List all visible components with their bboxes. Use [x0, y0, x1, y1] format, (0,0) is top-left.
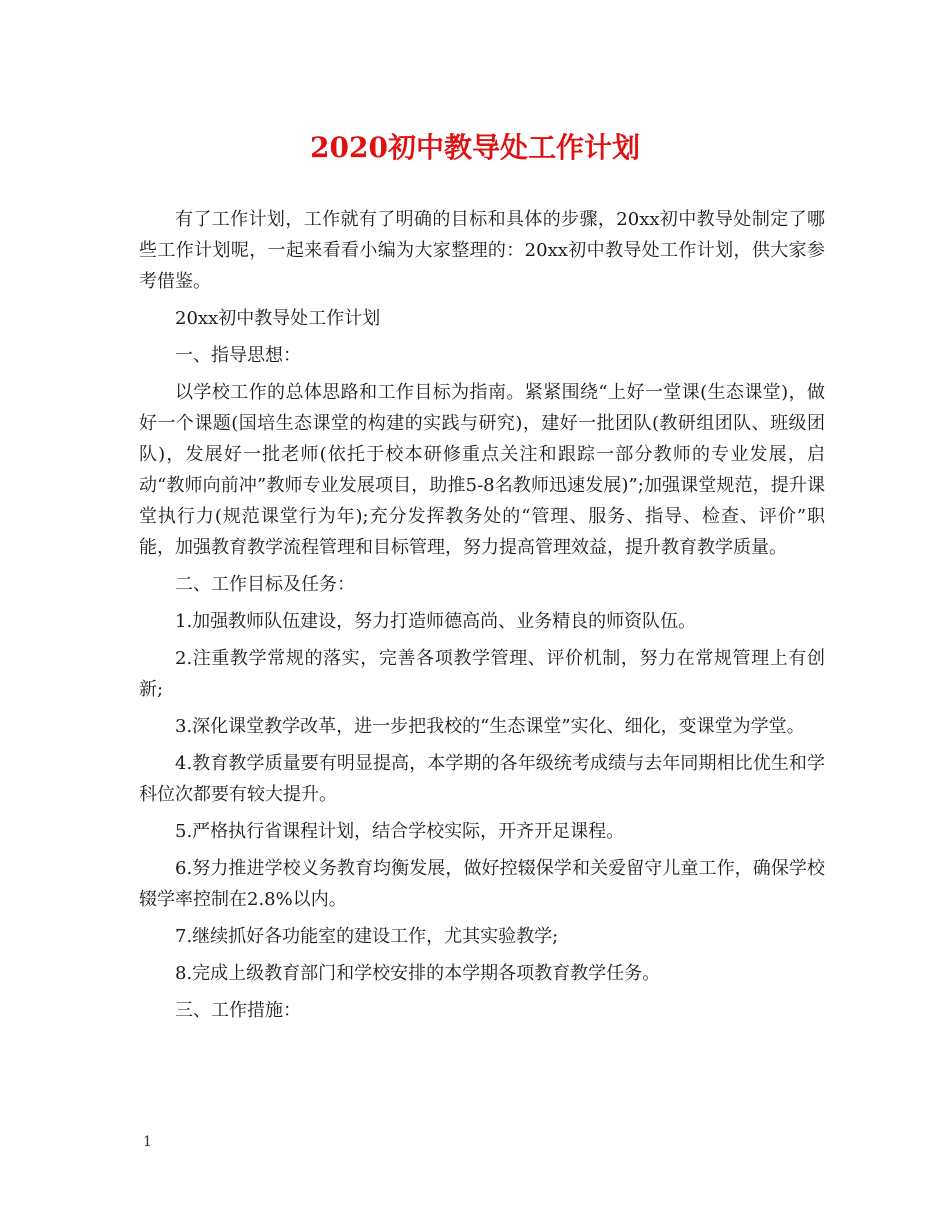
section-heading-measures: 三、工作措施： — [175, 1000, 301, 1021]
goal-item-8: 8.完成上级教育部门和学校安排的本学期各项教育教学任务。 — [175, 963, 661, 984]
goal-item-5: 5.严格执行省课程计划，结合学校实际，开齐开足课程。 — [175, 821, 625, 842]
document-body — [139, 204, 825, 1032]
goal-item-6: 6.努力推进学校义务教育均衡发展，做好控辍保学和关爱留守儿童工作，确保学校辍学率控制在2.8%以内。 — [139, 858, 825, 910]
paragraph-guiding-thought: 以学校工作的总体思路和工作目标为指南。紧紧围绕“上好一堂课(生态课堂)，做好一个课题(国培生态课堂的构建的实践与研究)，建好一批团队(教研组团队、班级团队)，发展好一批老师(依托于校本研修重点关注和跟踪一部分教师的专业发展，启动“教师向前冲”教师专业发展项目，助推5-8名教师迅速发展)”;加强课堂规范，提升课堂执行力(规范课堂行为年);充分发挥教务处的“管理、服务、指导、检查、评价”职能，加强教育教学流程管理和目标管理，努力提高管理效益，提升教育教学质量。 — [139, 382, 825, 558]
section-heading-goals: 二、工作目标及任务： — [175, 574, 355, 595]
page-number: 1 — [143, 1134, 152, 1150]
goal-item-2: 2.注重教学常规的落实，完善各项教学管理、评价机制，努力在常规管理上有创新; — [139, 648, 825, 700]
paragraph-intro: 有了工作计划，工作就有了明确的目标和具体的步骤，20xx初中教导处制定了哪些工作计划呢，一起来看看小编为大家整理的：20xx初中教导处工作计划，供大家参考借鉴。 — [139, 209, 825, 292]
goal-item-3: 3.深化课堂教学改革，进一步把我校的“生态课堂”实化、细化，变课堂为学堂。 — [175, 716, 805, 737]
goal-item-1: 1.加强教师队伍建设，努力打造师德高尚、业务精良的师资队伍。 — [175, 611, 697, 632]
page-title: 2020初中教导处工作计划 — [310, 131, 640, 164]
goal-item-4: 4.教育教学质量要有明显提高，本学期的各年级统考成绩与去年同期相比优生和学科位次都要有较大提升。 — [139, 753, 825, 805]
goal-item-7: 7.继续抓好各功能室的建设工作，尤其实验教学; — [175, 926, 559, 947]
paragraph-subtitle: 20xx初中教导处工作计划 — [175, 308, 381, 329]
section-heading-guiding-thought: 一、指导思想： — [175, 345, 301, 366]
